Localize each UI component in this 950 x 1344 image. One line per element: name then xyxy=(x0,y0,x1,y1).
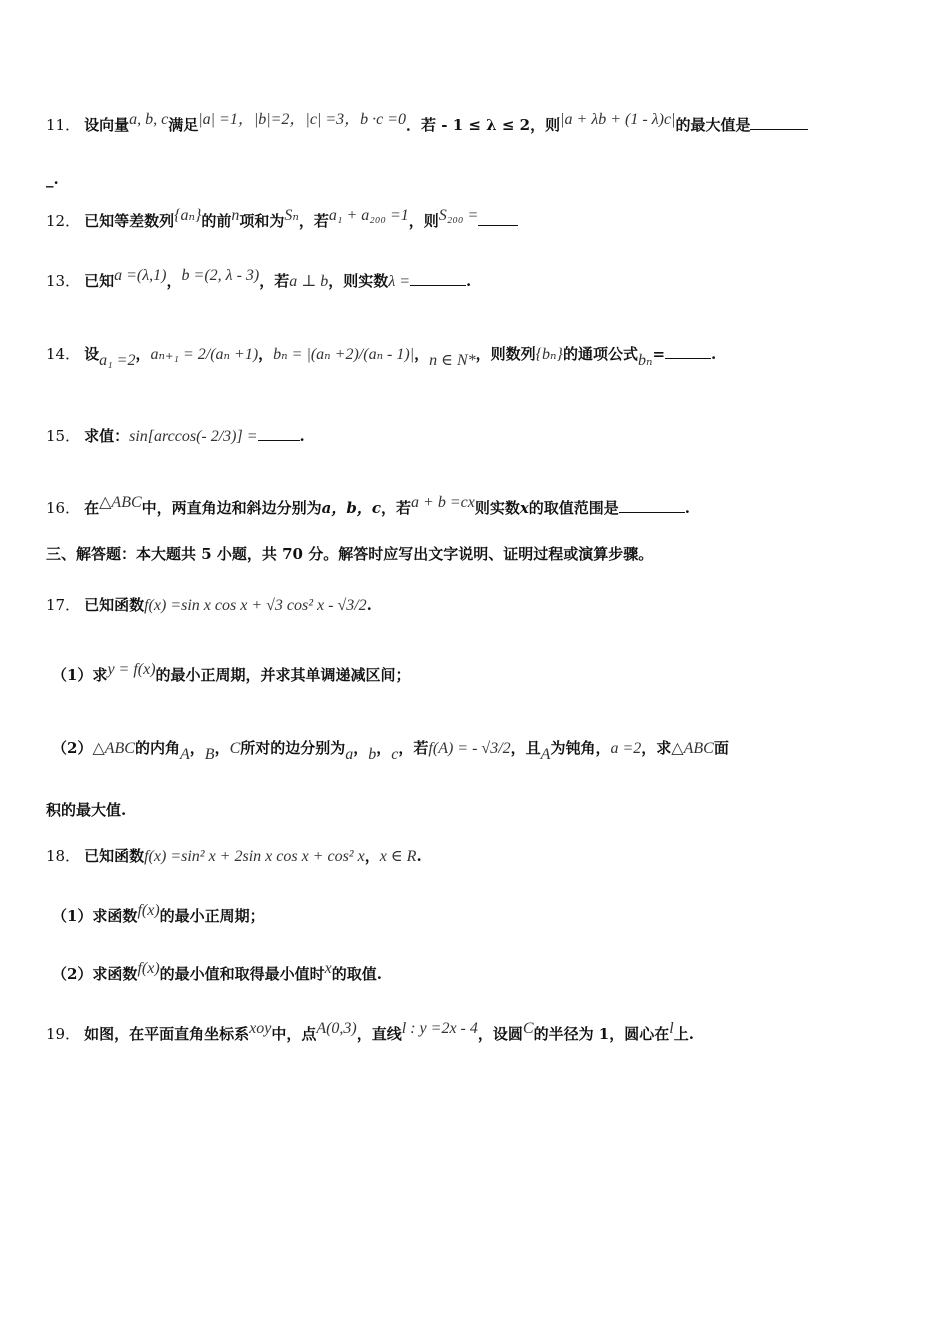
answer-blank[interactable] xyxy=(410,271,466,286)
math-expression: a₁ =2 xyxy=(99,352,136,369)
question-number: 16． xyxy=(46,499,81,517)
question-18-part-1: （1）求函数f(x)的最小正周期； xyxy=(52,902,265,925)
math-expression: f(A) = - √3/2 xyxy=(428,740,511,757)
question-19: 19． 如图，在平面直角坐标系xoy中，点A(0,3)，直线l : y =2x - 4，设圆C的半径为 1，圆心在l上. xyxy=(46,1020,694,1043)
math-expression: λ = xyxy=(388,273,411,290)
math-expression: aₙ₊₁ = 2/(aₙ +1) xyxy=(150,346,259,363)
math-expression: l : y =2x - 4 xyxy=(401,1020,478,1037)
math-expression: f(x) xyxy=(137,960,160,977)
question-17-part-2-continuation: 积的最大值. xyxy=(46,801,127,819)
math-expression: bₙ = |(aₙ +2)/(aₙ - 1)| xyxy=(273,346,415,363)
question-number: 14． xyxy=(46,345,81,363)
question-number: 18． xyxy=(46,847,81,865)
math-expression: n ∈ N* xyxy=(429,352,476,369)
math-expression: A(0,3) xyxy=(316,1020,357,1037)
question-15: 15． 求值：sin[arccos(- 2/3)] = . xyxy=(46,427,305,445)
math-expression: x ∈ R xyxy=(379,848,417,865)
question-18-part-2: （2）求函数f(x)的最小值和取得最小值时x的取值. xyxy=(52,960,383,983)
math-expression: xoy xyxy=(249,1020,272,1037)
question-16: 16． 在△ABC中，两直角边和斜边分别为a，b，c，若a + b =cx则实数x的取值范围是 . xyxy=(46,494,691,517)
math-expression: △ABC xyxy=(671,740,714,757)
question-17: 17． 已知函数f(x) =sin x cos x + √3 cos² x - √3/2. xyxy=(46,596,372,614)
math-expression: n xyxy=(231,207,240,224)
question-number: 17． xyxy=(46,596,81,614)
question-number: 11． xyxy=(46,116,81,134)
math-expression: b =(2, λ - 3) xyxy=(181,267,260,284)
section-heading: 三、解答题：本大题共 5 小题，共 70 分。解答时应写出文字说明、证明过程或演算步骤。 xyxy=(46,545,654,563)
question-number: 12． xyxy=(46,212,81,230)
math-expression: S₂₀₀ = xyxy=(438,207,479,224)
math-expression: △ABC xyxy=(99,494,142,511)
math-expression: f(x) xyxy=(137,902,160,919)
math-expression: a, b, c xyxy=(129,111,169,128)
math-expression: sin[arccos(- 2/3)] = xyxy=(129,428,258,445)
question-13: 13． 已知a =(λ,1)，b =(2, λ - 3)，若a ⊥ b，则实数λ = . xyxy=(46,267,472,290)
math-expression: a ⊥ b xyxy=(289,273,329,290)
math-expression: y = f(x) xyxy=(107,661,156,678)
math-expression: |a + λb + (1 - λ)c| xyxy=(560,111,676,128)
question-17-part-2: （2）△ABC的内角A，B，C所对的边分别为a，b，c，若f(A) = - √3/2，且A为钝角，a =2，求△ABC面 xyxy=(52,739,729,763)
answer-blank[interactable] xyxy=(665,344,711,359)
math-expression: f(x) =sin x cos x + √3 cos² x - √3/2 xyxy=(144,597,367,614)
question-number: 15． xyxy=(46,427,81,445)
question-number: 19． xyxy=(46,1025,81,1043)
math-expression: a =2 xyxy=(610,740,642,757)
question-number: 13． xyxy=(46,272,81,290)
question-11-continuation: _. xyxy=(46,170,59,188)
question-14: 14． 设a₁ =2，aₙ₊₁ = 2/(aₙ +1)，bₙ = |(aₙ +2)/(aₙ - 1)|，n ∈ N*，则数列{bₙ}的通项公式bₙ= . xyxy=(46,345,717,369)
math-expression: a =(λ,1) xyxy=(114,267,167,284)
question-12: 12． 已知等差数列{aₙ}的前n项和为Sₙ，若a₁ + a₂₀₀ =1，则S₂₀₀ = xyxy=(46,210,910,233)
math-expression: Sₙ xyxy=(284,207,299,224)
question-11: 11． 设向量a, b, c满足|a| =1，|b|=2，|c| =3，b ·c =0．若 - 1 ≤ λ ≤ 2，则|a + λb + (1 - λ)c|的最大值是 xyxy=(46,114,910,137)
math-expression: |a| =1，|b|=2，|c| =3，b ·c =0 xyxy=(198,111,407,128)
math-expression: △ABC xyxy=(92,740,135,757)
answer-blank[interactable] xyxy=(619,498,685,513)
answer-blank[interactable] xyxy=(258,426,300,441)
math-expression: a₁ + a₂₀₀ =1 xyxy=(328,207,409,224)
math-expression: a + b =cx xyxy=(411,494,475,511)
math-expression: {bₙ} xyxy=(535,346,563,363)
math-expression: f(x) =sin² x + 2sin x cos x + cos² x xyxy=(144,848,365,865)
math-expression: bₙ xyxy=(637,352,653,369)
math-expression: {aₙ} xyxy=(174,207,202,224)
answer-blank[interactable] xyxy=(478,211,518,226)
question-17-part-1: （1）求y = f(x)的最小正周期，并求其单调递减区间； xyxy=(52,661,411,684)
question-18: 18． 已知函数f(x) =sin² x + 2sin x cos x + cos² x，x ∈ R. xyxy=(46,847,422,865)
answer-blank[interactable] xyxy=(750,115,808,130)
